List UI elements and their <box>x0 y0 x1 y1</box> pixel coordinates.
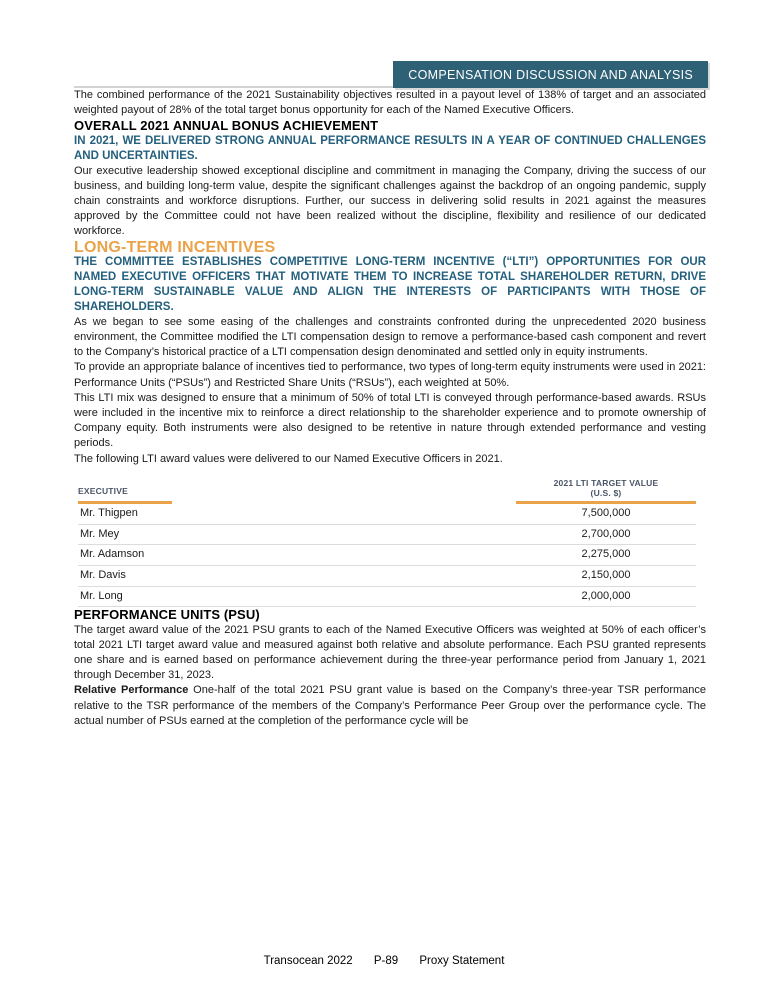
table-header-executive-label: EXECUTIVE <box>78 484 172 504</box>
relative-performance-text: One-half of the total 2021 PSU grant value is based on the Company’s three-year TSR performance relative to the TSR performance of the members of the Company’s Performance Peer Group over the performance cycle. The actual number of PSUs earned at the completion of the performance cycle will be <box>74 684 706 727</box>
lti-paragraph-3: This LTI mix was designed to ensure that a minimum of 50% of total LTI is conveyed through performance-based awards. RSUs were included in the incentive mix to reinforce a direct relationship to the shareholder experience and to promote ownership of Company equity. Both instruments were also designed to be retentive in nature through extended performance and vesting periods. <box>74 391 706 450</box>
psu-paragraph-1: The target award value of the 2021 PSU grants to each of the Named Executive Officers was weighted at 50% of each officer’s total 2021 LTI target award value and measured against both relative and absolute performance. Each PSU granted represents one share and is earned based on performance achievement during the three-year performance period from January 1, 2021 through December 31, 2023. <box>74 623 706 682</box>
heading-overall-bonus: OVERALL 2021 ANNUAL BONUS ACHIEVEMENT <box>74 118 379 134</box>
section-banner: COMPENSATION DISCUSSION AND ANALYSIS <box>393 61 708 88</box>
table-header-row <box>78 478 696 504</box>
row-executive: Mr. Long <box>78 586 516 607</box>
page-content <box>74 88 706 729</box>
table-row <box>78 524 696 545</box>
lti-statement: THE COMMITTEE ESTABLISHES COMPETITIVE LONG-TERM INCENTIVE (“LTI”) OPPORTUNITIES FOR OUR NAMED EXECUTIVE OFFICERS THAT MOTIVATE THEM TO INCREASE TOTAL SHAREHOLDER RETURN, DRIVE LONG-TERM SUSTAINABLE VALUE AND ALIGN THE INTERESTS OF PARTICIPANTS WITH THOSE OF SHAREHOLDERS. <box>74 255 706 313</box>
target-value-line2: (U.S. $) <box>590 488 622 499</box>
row-executive: Mr. Mey <box>78 524 516 545</box>
table-row <box>78 545 696 566</box>
row-value: 7,500,000 <box>516 504 696 524</box>
lti-paragraph-1: As we began to see some easing of the challenges and constraints confronted during the unprecedented 2020 business environment, the Committee modified the LTI compensation design to remove a performance-based cash component and revert to the Company’s historical practice of a LTI compensation design denominated and settled only in equity instruments. <box>74 315 706 359</box>
bonus-statement: IN 2021, WE DELIVERED STRONG ANNUAL PERFORMANCE RESULTS IN A YEAR OF CONTINUED CHALLENGES AND UNCERTAINTIES. <box>74 134 706 162</box>
heading-performance-units: PERFORMANCE UNITS (PSU) <box>74 607 260 623</box>
lti-paragraph-2: To provide an appropriate balance of incentives tied to performance, two types of long-term equity instruments were used in 2021: Performance Units (“PSUs”) and Restricted Share Units (“RSUs”), each weighted at 50%. <box>74 361 706 389</box>
row-value: 2,150,000 <box>516 565 696 586</box>
row-executive: Mr. Davis <box>78 565 516 586</box>
footer-brand: Transocean 2022 <box>263 955 353 967</box>
row-value: 2,700,000 <box>516 524 696 545</box>
bonus-paragraph: Our executive leadership showed exceptional discipline and commitment in managing the Company, driving the success of our business, and building long-term value, despite the significant challenges against the backdrop of an ongoing pandemic, supply chain constraints and workforce disruptions. Further, our success in delivering solid results in 2021 against the measures approved by the Committee could not have been realized without the discipline, flexibility and resilience of our dedicated workforce. <box>74 164 706 238</box>
page-footer <box>0 955 768 967</box>
row-value: 2,275,000 <box>516 545 696 566</box>
psu-paragraph-2 <box>74 683 706 729</box>
table-header-executive <box>78 478 516 504</box>
target-value-line1: 2021 LTI TARGET VALUE <box>553 477 659 488</box>
row-value: 2,000,000 <box>516 586 696 607</box>
intro-paragraph: The combined performance of the 2021 Sustainability objectives resulted in a payout level of 138% of target and an associated weighted payout of 28% of the total target bonus opportunity for each of the Named Executive Officers. <box>74 89 706 117</box>
table-row <box>78 586 696 607</box>
lti-paragraph-4: The following LTI award values were delivered to our Named Executive Officers in 2021. <box>74 452 503 465</box>
footer-page-number: P-89 <box>373 955 399 967</box>
row-executive: Mr. Thigpen <box>78 504 516 524</box>
lti-award-table <box>78 478 696 608</box>
table-row <box>78 504 696 524</box>
heading-long-term-incentives: LONG-TERM INCENTIVES <box>74 238 276 256</box>
table-header-target-value-label <box>516 478 696 504</box>
table-header-target-value <box>516 478 696 504</box>
footer-label: Proxy Statement <box>419 955 505 967</box>
relative-performance-label: Relative Performance <box>74 684 189 697</box>
row-executive: Mr. Adamson <box>78 545 516 566</box>
table-row <box>78 565 696 586</box>
page-header <box>74 61 708 88</box>
